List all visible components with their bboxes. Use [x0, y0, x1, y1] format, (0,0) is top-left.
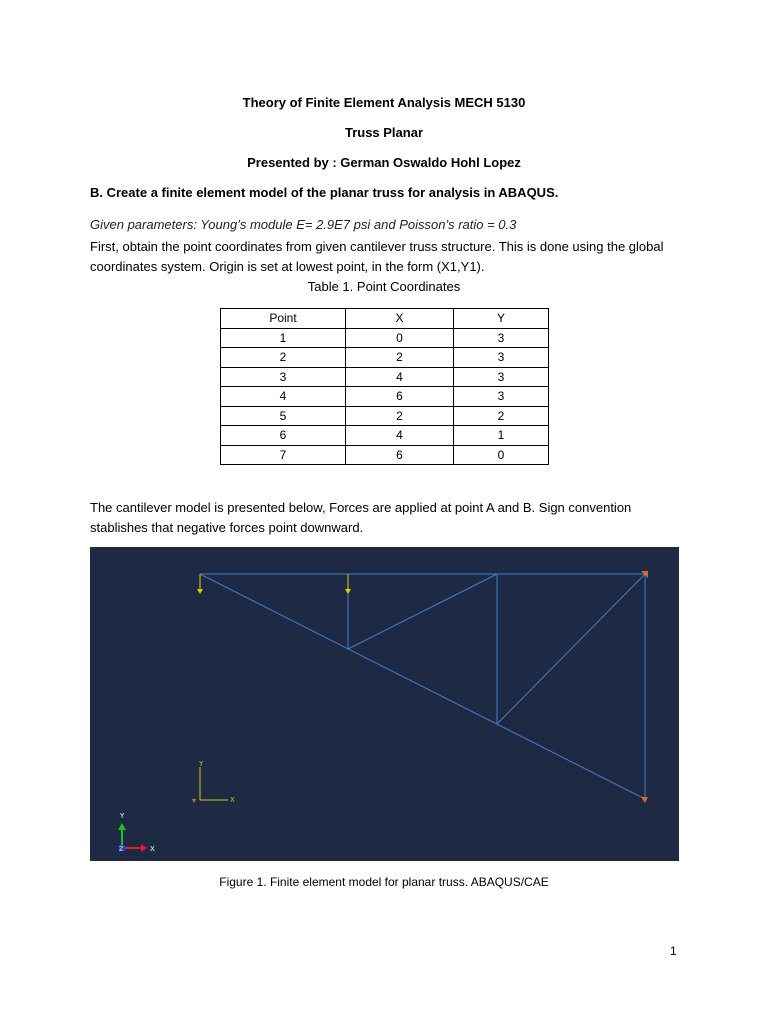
figure-caption: Figure 1. Finite element model for planar truss. ABAQUS/CAE	[219, 875, 549, 889]
table-row	[221, 445, 549, 465]
table-cell: 6	[346, 445, 454, 465]
csys-y-label: Y	[199, 760, 204, 768]
table-row	[221, 328, 549, 348]
table-row	[221, 426, 549, 446]
table-cell: 4	[346, 367, 454, 387]
table-caption: Table 1. Point Coordinates	[307, 279, 461, 294]
table-cell: 7	[221, 445, 346, 465]
view-triad	[118, 812, 155, 853]
document-title: Theory of Finite Element Analysis MECH 5130	[242, 95, 526, 110]
triad-z-label: Z	[119, 846, 124, 853]
csys-x-label: X	[230, 796, 235, 804]
table-row	[221, 348, 549, 368]
point-coordinates-table	[220, 308, 549, 465]
section-heading: B. Create a finite element model of the planar truss for analysis in ABAQUS.	[90, 185, 559, 200]
triad-y-label: Y	[120, 812, 125, 820]
table-cell: 1	[221, 328, 346, 348]
triad-x-label: X	[150, 845, 155, 853]
load-arrow-b	[345, 574, 351, 594]
column-header-y: Y	[454, 309, 549, 329]
diagonal-member-5-3	[348, 574, 497, 649]
bottom-chord	[200, 574, 645, 799]
truss-figure	[90, 547, 679, 861]
truss-model-svg	[90, 547, 679, 861]
presenter-line: Presented by : German Oswaldo Hohl Lopez	[247, 155, 521, 170]
paragraph-point-coordinates: First, obtain the point coordinates from given cantilever truss structure. This is done using the global coordinates system. Origin is set at lowest point, in the form (X1,Y1).	[90, 239, 664, 274]
table-cell: 1	[454, 426, 549, 446]
truss-members	[200, 574, 645, 799]
paragraph-cantilever-model: The cantilever model is presented below, Forces are applied at point A and B. Sign convention stablishes that negative forces point downward.	[90, 500, 632, 535]
support-icon-bottom	[641, 797, 648, 803]
table-cell: 2	[346, 348, 454, 368]
given-parameters: Given parameters: Young’s module E= 2.9E7 psi and Poisson’s ratio = 0.3	[90, 217, 517, 232]
table-header-row	[221, 309, 549, 329]
table-cell: 2	[221, 348, 346, 368]
table-row	[221, 406, 549, 426]
table-cell: 3	[221, 367, 346, 387]
table-cell: 3	[454, 348, 549, 368]
document-subtitle: Truss Planar	[344, 125, 424, 140]
csys-axes	[192, 760, 235, 804]
page-number: 1	[670, 944, 677, 958]
table-cell: 6	[346, 387, 454, 407]
table-cell: 4	[346, 426, 454, 446]
table-cell: 3	[454, 328, 549, 348]
column-header-x: X	[346, 309, 454, 329]
table-row	[221, 367, 549, 387]
table-cell: 4	[221, 387, 346, 407]
column-header-point: Point	[221, 309, 346, 329]
table-cell: 3	[454, 387, 549, 407]
table-cell: 3	[454, 367, 549, 387]
table-cell: 0	[454, 445, 549, 465]
diagonal-member-6-4	[497, 574, 645, 724]
table-cell: 2	[346, 406, 454, 426]
table-cell: 6	[221, 426, 346, 446]
table-cell: 5	[221, 406, 346, 426]
table-cell: 2	[454, 406, 549, 426]
load-arrow-a	[197, 574, 203, 594]
table-cell: 0	[346, 328, 454, 348]
table-row	[221, 387, 549, 407]
